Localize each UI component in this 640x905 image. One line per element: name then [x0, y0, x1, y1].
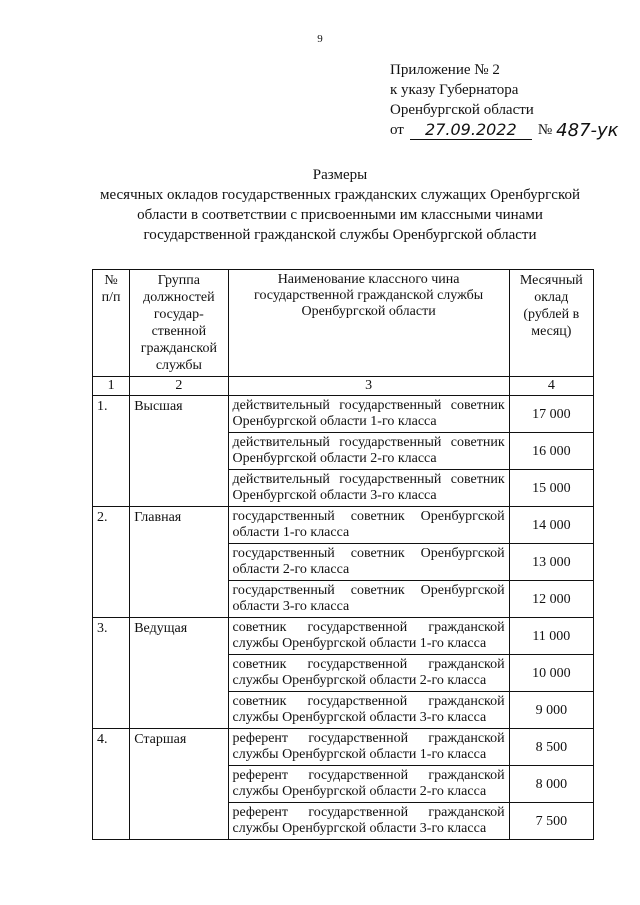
appendix-region: Оренбургской области [390, 102, 534, 118]
column-number: 3 [228, 377, 509, 396]
column-number: 1 [93, 377, 130, 396]
rank-name: действительный государственный советник Оренбургской области 2-го класса [228, 433, 509, 470]
rank-name: государственный советник Оренбургской области 1-го класса [228, 507, 509, 544]
group-number: 3. [93, 618, 130, 729]
table-row [93, 507, 594, 544]
salary-value: 8 500 [509, 729, 593, 766]
appendix-block [390, 60, 619, 140]
group-name: Старшая [130, 729, 228, 840]
salary-value: 16 000 [509, 433, 593, 470]
group-number: 1. [93, 396, 130, 507]
rank-name: советник государственной гражданской службы Оренбургской области 2-го класса [228, 655, 509, 692]
header-rank: Наименование классного чина государственной гражданской службы Оренбургской области [228, 270, 509, 377]
from-label: от [390, 122, 404, 138]
group-number: 2. [93, 507, 130, 618]
page-number: 9 [317, 33, 323, 45]
rank-name: действительный государственный советник Оренбургской области 3-го класса [228, 470, 509, 507]
table-row [93, 618, 594, 655]
salary-value: 11 000 [509, 618, 593, 655]
rank-name: государственный советник Оренбургской области 2-го класса [228, 544, 509, 581]
header-group: Группа должностей государ-ственной гражданской службы [130, 270, 228, 377]
column-number: 4 [509, 377, 593, 396]
group-number: 4. [93, 729, 130, 840]
title-line-4: государственной гражданской службы Оренбургской области [143, 227, 537, 243]
group-name: Ведущая [130, 618, 228, 729]
rank-name: государственный советник Оренбургской области 3-го класса [228, 581, 509, 618]
decree-number: 487-ук [556, 120, 619, 141]
appendix-title: Приложение № 2 [390, 62, 500, 78]
decree-date: 27.09.2022 [410, 121, 532, 140]
salary-value: 7 500 [509, 803, 593, 840]
group-name: Высшая [130, 396, 228, 507]
group-name: Главная [130, 507, 228, 618]
salary-value: 14 000 [509, 507, 593, 544]
rank-name: референт государственной гражданской службы Оренбургской области 1-го класса [228, 729, 509, 766]
salary-value: 8 000 [509, 766, 593, 803]
title-line-2: месячных окладов государственных гражданских служащих Оренбургской [99, 187, 581, 203]
appendix-date-line [390, 120, 619, 140]
header-salary: Месячный оклад (рублей в месяц) [509, 270, 593, 377]
salary-value: 12 000 [509, 581, 593, 618]
header-no: № п/п [93, 270, 130, 377]
rank-name: действительный государственный советник Оренбургской области 1-го класса [228, 396, 509, 433]
appendix-decree-ref: к указу Губернатора [390, 82, 519, 98]
salary-value: 10 000 [509, 655, 593, 692]
document-title [60, 165, 620, 245]
salary-table [92, 269, 594, 840]
rank-name: советник государственной гражданской службы Оренбургской области 1-го класса [228, 618, 509, 655]
column-number-row [93, 377, 594, 396]
title-line-1: Размеры [312, 167, 368, 183]
rank-name: советник государственной гражданской службы Оренбургской области 3-го класса [228, 692, 509, 729]
salary-value: 17 000 [509, 396, 593, 433]
table-row [93, 729, 594, 766]
salary-value: 15 000 [509, 470, 593, 507]
number-label: № [537, 122, 553, 138]
rank-name: референт государственной гражданской службы Оренбургской области 2-го класса [228, 766, 509, 803]
salary-value: 9 000 [509, 692, 593, 729]
column-number: 2 [130, 377, 228, 396]
salary-value: 13 000 [509, 544, 593, 581]
table-header-row [93, 270, 594, 377]
table-row [93, 396, 594, 433]
title-line-3: области в соответствии с присвоенными им классными чинами [137, 207, 543, 223]
rank-name: референт государственной гражданской службы Оренбургской области 3-го класса [228, 803, 509, 840]
